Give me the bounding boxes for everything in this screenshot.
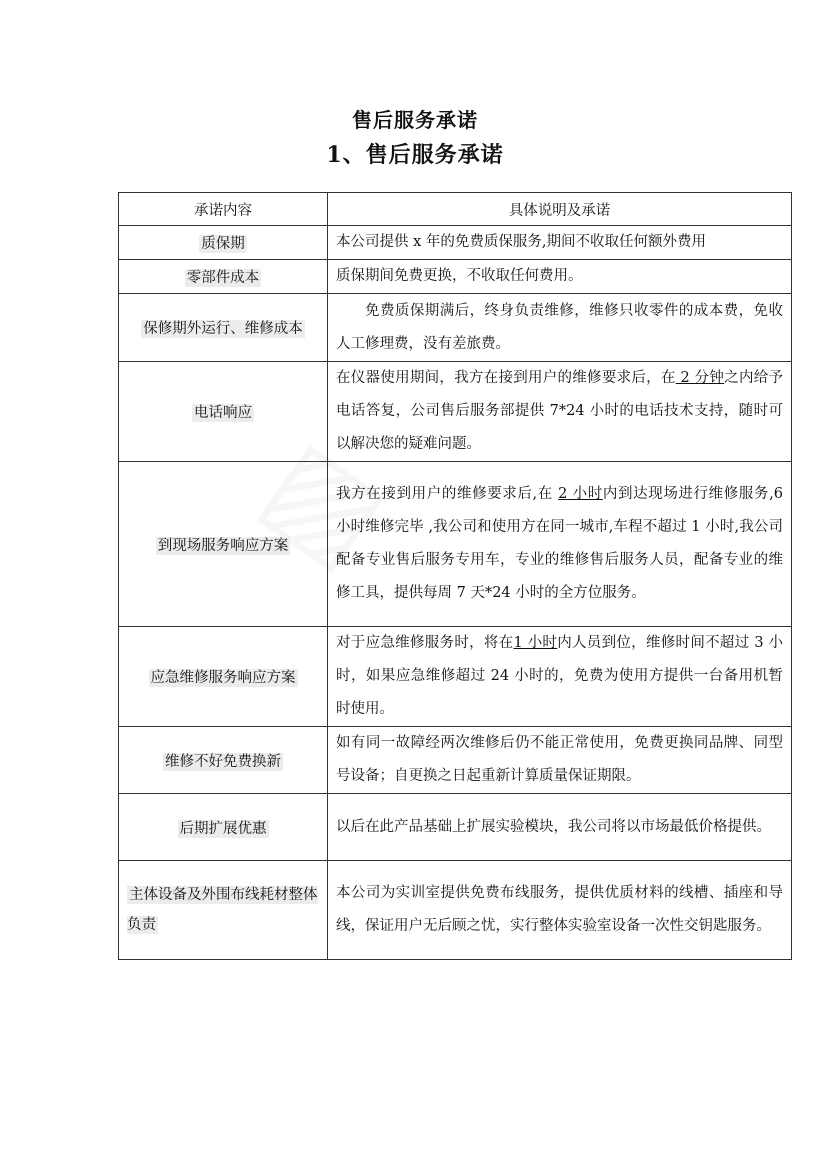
table-row: [119, 627, 792, 727]
row-label-warranty: 质保期: [119, 226, 328, 260]
section-title: 1、售后服务承诺: [326, 142, 504, 168]
row-label-onsite-service: 到现场服务响应方案: [119, 462, 328, 627]
header-details: 具体说明及承诺: [328, 193, 792, 226]
table-row: [119, 462, 792, 627]
row-desc-free-replacement: 如有同一故障经两次维修后仍不能正常使用，免费更换同品牌、同型号设备；自更换之日起重新计算质量保证期限。: [328, 727, 792, 794]
table-row: [119, 861, 792, 960]
row-desc-phone-response: 在仪器使用期间，我方在接到用户的维修要求后，在 2 分钟之内给予电话答复，公司售后服务部提供 7*24 小时的电话技术支持，随时可以解决您的疑难问题。: [328, 362, 792, 462]
row-label-overall-responsibility: 主体设备及外围布线耗材整体负责: [119, 861, 328, 960]
row-label-free-replacement: 维修不好免费换新: [119, 727, 328, 794]
row-desc-out-of-warranty: 免费质保期满后，终身负责维修，维修只收零件的成本费，免收人工修理费，没有差旅费。: [328, 294, 792, 362]
row-label-emergency-service: 应急维修服务响应方案: [119, 627, 328, 727]
table-row: [119, 362, 792, 462]
table-header-row: [119, 193, 792, 226]
row-label-expansion-discount: 后期扩展优惠: [119, 794, 328, 861]
row-desc-expansion-discount: 以后在此产品基础上扩展实验模块，我公司将以市场最低价格提供。: [328, 794, 792, 861]
header-promise-content: 承诺内容: [119, 193, 328, 226]
row-desc-warranty: 本公司提供 x 年的免费质保服务,期间不收取任何额外费用: [328, 226, 792, 260]
row-desc-overall-responsibility: 本公司为实训室提供免费布线服务，提供优质材料的线槽、插座和导线，保证用户无后顾之忧，实行整体实验室设备一次性交钥匙服务。: [328, 861, 792, 960]
table-row: [119, 226, 792, 260]
table-row: [119, 794, 792, 861]
promise-table: [118, 192, 792, 960]
row-desc-parts-cost: 质保期间免费更换，不收取任何费用。: [328, 260, 792, 294]
row-label-out-of-warranty: 保修期外运行、维修成本: [119, 294, 328, 362]
row-label-parts-cost: 零部件成本: [119, 260, 328, 294]
row-desc-onsite-service: 我方在接到用户的维修要求后,在 2 小时内到达现场进行维修服务,6 小时维修完毕 ,我公司和使用方在同一城市,车程不超过 1 小时,我公司配备专业售后服务专用车，专业的维修售后服务人员，配备专业的维修工具，提供每周 7 天*24 小时的全方位服务。: [328, 462, 792, 627]
row-label-phone-response: 电话响应: [119, 362, 328, 462]
table-row: [119, 294, 792, 362]
table-row: [119, 260, 792, 294]
row-desc-emergency-service: 对于应急维修服务时，将在1 小时内人员到位，维修时间不超过 3 小时，如果应急维修超过 24 小时的，免费为使用方提供一台备用机暂时使用。: [328, 627, 792, 727]
page-title: 售后服务承诺: [352, 108, 478, 132]
table-row: [119, 727, 792, 794]
